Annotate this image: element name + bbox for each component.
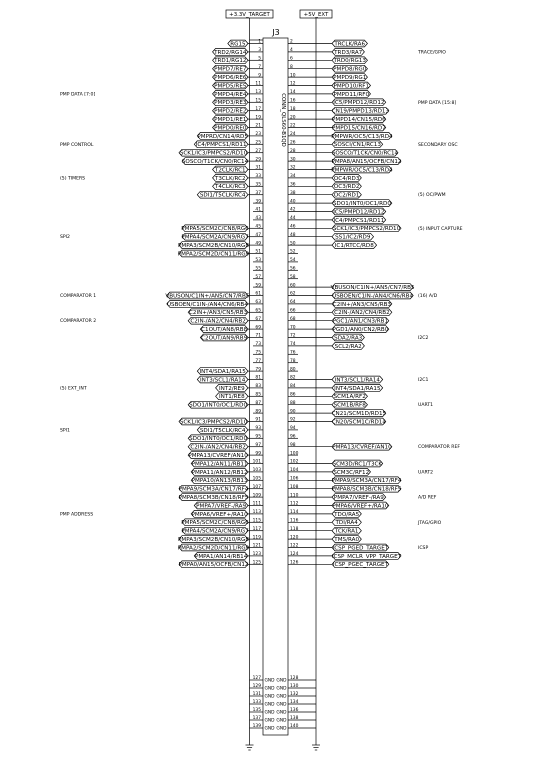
pin-73-number: 73 bbox=[255, 342, 261, 348]
pin-82-number: 82 bbox=[290, 375, 296, 381]
left-group-3: SPI2 bbox=[60, 235, 70, 241]
pin-27-label: SCK1/IC3/PMPCS2/RD10 bbox=[179, 150, 248, 157]
right-group-3: (5) OC/PWM bbox=[418, 193, 446, 199]
left-group-4: COMPARATOR 1 bbox=[60, 294, 97, 299]
pin-1-label: RG15 bbox=[230, 41, 246, 48]
pin-42-number: 42 bbox=[290, 207, 296, 213]
pin-28-number: 28 bbox=[290, 148, 296, 154]
pin-10-number: 10 bbox=[290, 73, 296, 79]
pin-9-label: PMPD6/RE6 bbox=[214, 75, 247, 81]
pin-95-label: SDO1/INT0/OC1/RD0 bbox=[189, 436, 248, 443]
pin-133-number: 133 bbox=[252, 700, 261, 706]
pin-60-number: 60 bbox=[290, 283, 296, 289]
pin-129-label: GND bbox=[264, 686, 275, 692]
pin-30-number: 30 bbox=[290, 157, 296, 163]
pin-34-number: 34 bbox=[290, 174, 296, 180]
right-group-13: ICSP bbox=[418, 546, 429, 551]
pin-64-number: 64 bbox=[290, 300, 296, 306]
pin-120-number: 120 bbox=[290, 535, 299, 541]
pin-8-number: 8 bbox=[290, 64, 293, 70]
pin-33-number: 33 bbox=[255, 174, 261, 180]
pin-109-number: 109 bbox=[252, 493, 261, 499]
pin-121-number: 121 bbox=[252, 543, 261, 549]
left-group-7: SPI1 bbox=[60, 428, 70, 434]
pin-102-label: SCM3D/RC1/T3CK bbox=[332, 461, 383, 468]
pin-81-label: INT3/SCL1/RA14 bbox=[199, 377, 246, 384]
pin-67-number: 67 bbox=[255, 316, 261, 322]
pin-14-number: 14 bbox=[290, 90, 296, 96]
pin-30-label: PMPA8/AN15/OCFB/CN12 bbox=[331, 159, 402, 165]
pin-75-number: 75 bbox=[255, 350, 261, 356]
pin-20-number: 20 bbox=[290, 115, 296, 121]
pin-120-label: TMS/RA0 bbox=[334, 537, 360, 543]
pin-40-label: SDO1/INT0/OC1/RD0 bbox=[332, 201, 391, 207]
pin-104-number: 104 bbox=[290, 468, 299, 474]
pin-68-number: 68 bbox=[290, 316, 296, 322]
pin-119-label: PMPA3/SCM2B/CN10/RG8 bbox=[178, 537, 249, 543]
pin-67-label: C2IN-/AN2/CN4/RB2 bbox=[190, 318, 246, 325]
pin-118-label: TCK/RA1 bbox=[334, 528, 359, 535]
pin-139-label: GND bbox=[264, 726, 275, 732]
pin-116-number: 116 bbox=[290, 518, 299, 524]
pin-12-number: 12 bbox=[290, 81, 296, 87]
pin-65-label: C2IN+/AN3/CN5/RB3 bbox=[188, 310, 248, 317]
pin-40-number: 40 bbox=[290, 199, 296, 205]
pin-140-number: 140 bbox=[290, 724, 299, 730]
pin-126-label: ICSP_PGEC_TARGET bbox=[332, 562, 389, 569]
pin-130-number: 130 bbox=[290, 684, 299, 690]
pin-93-number: 93 bbox=[255, 426, 261, 432]
pin-32-label: PMPWR/OC5/C13/RD4 bbox=[331, 167, 393, 174]
pin-24-label: PMPWR/OC5/C13/RD4 bbox=[331, 133, 393, 140]
pin-28-label: SOSCO/T1CK/CN0/RC14 bbox=[331, 150, 399, 157]
right-group-0: TRACE/GPIO bbox=[418, 50, 446, 56]
pin-37-label: SDI1/T5CLK/RC4 bbox=[199, 192, 246, 199]
pin-110-number: 110 bbox=[290, 493, 299, 499]
pin-111-number: 111 bbox=[252, 501, 261, 507]
pin-52-number: 52 bbox=[290, 249, 296, 255]
pin-88-number: 88 bbox=[290, 400, 296, 406]
left-group-1: PMP CONTROL bbox=[60, 142, 94, 148]
pin-56-number: 56 bbox=[290, 266, 296, 272]
pin-35-number: 35 bbox=[255, 182, 261, 188]
pin-98-number: 98 bbox=[290, 442, 296, 448]
pin-3-label: TRD2/RG14 bbox=[214, 49, 247, 56]
pin-102-number: 102 bbox=[290, 459, 299, 465]
pin-17-label: PMPD2/RE2 bbox=[214, 108, 247, 115]
pin-47-label: PMPA4/SCM2A/CN9/RG7 bbox=[181, 234, 249, 241]
power-text-3v3: +3.3V_TARGET bbox=[229, 12, 270, 18]
pin-115-number: 115 bbox=[252, 518, 261, 524]
pin-63-label: USBOEN/C1IN-/AN4/CN6/RB4 bbox=[166, 301, 248, 308]
pin-89-number: 89 bbox=[255, 409, 261, 415]
pin-10-label: PMPD9/RG1 bbox=[333, 75, 367, 81]
pin-96-number: 96 bbox=[290, 434, 296, 440]
pin-6-label: TRD0/RG13 bbox=[333, 58, 366, 65]
pin-66-number: 66 bbox=[290, 308, 296, 314]
pin-112-label: PMPA6/VREF+/RA10 bbox=[332, 503, 389, 510]
pin-126-number: 126 bbox=[290, 560, 299, 566]
right-group-10: UART2 bbox=[418, 470, 434, 476]
pin-106-number: 106 bbox=[290, 476, 299, 482]
pin-25-number: 25 bbox=[255, 140, 261, 146]
right-group-5: (16) A/D bbox=[418, 294, 438, 299]
pin-47-number: 47 bbox=[255, 232, 261, 238]
pin-108-number: 108 bbox=[290, 484, 299, 490]
pin-93-label: SDI1/T5CLK/RC4 bbox=[199, 427, 246, 434]
pin-132-number: 132 bbox=[290, 692, 299, 698]
pin-62-label: USBOEN/C1IN-/AN4/CN6/RB4 bbox=[332, 293, 414, 300]
pin-121-label: PMPA2/SCM2D/CN11/RG9 bbox=[177, 545, 250, 552]
left-group-2: (5) TIMERS bbox=[60, 176, 86, 182]
pin-94-number: 94 bbox=[290, 426, 296, 432]
pin-29-number: 29 bbox=[255, 157, 261, 163]
pin-92-number: 92 bbox=[290, 417, 296, 423]
pin-76-number: 76 bbox=[290, 350, 296, 356]
pin-32-number: 32 bbox=[290, 165, 296, 171]
pin-68-label: PGC1/AN1/CN3/RB1 bbox=[332, 318, 389, 325]
pin-7-number: 7 bbox=[258, 64, 261, 70]
pin-71-label: C2OUT/AN9/RB9 bbox=[201, 335, 248, 342]
pin-122-label: ICSP_PGED_TARGET bbox=[332, 545, 389, 552]
pin-91-number: 91 bbox=[255, 417, 261, 423]
pin-85-number: 85 bbox=[255, 392, 261, 398]
pin-88-label: SCM1B/RF8 bbox=[333, 402, 366, 409]
pin-29-label: SOSCO/T1CK/CN0/RC14 bbox=[181, 159, 249, 165]
pin-108-label: PMPA8/SCM3B/CN18/RF5 bbox=[331, 486, 402, 493]
pin-124-number: 124 bbox=[290, 552, 299, 558]
pin-2-number: 2 bbox=[290, 39, 293, 45]
pin-134-number: 134 bbox=[290, 700, 299, 706]
pin-100-number: 100 bbox=[290, 451, 299, 457]
pin-90-number: 90 bbox=[290, 409, 296, 415]
pin-101-label: PMPA12/AN11/RB11 bbox=[191, 461, 248, 468]
pin-44-number: 44 bbox=[290, 216, 296, 222]
pin-117-label: PMPA4/SCM2A/CN9/RG7 bbox=[181, 528, 249, 535]
pin-36-number: 36 bbox=[290, 182, 296, 188]
pin-18-label: CN19/PMPD13/RD13 bbox=[331, 108, 390, 115]
pin-95-number: 95 bbox=[255, 434, 261, 440]
pin-136-label: GND bbox=[276, 710, 287, 716]
pin-13-label: PMPD4/RE4 bbox=[214, 91, 247, 98]
pin-138-number: 138 bbox=[290, 716, 299, 722]
pin-36-label: OC3/RD2 bbox=[333, 184, 360, 191]
pin-42-label: IC5/PMPD12/RD12 bbox=[333, 209, 385, 216]
pin-51-number: 51 bbox=[255, 249, 261, 255]
pin-48-number: 48 bbox=[290, 232, 296, 238]
pin-59-number: 59 bbox=[255, 283, 261, 289]
pin-64-label: C2IN+/AN3/CN5/RB3 bbox=[332, 301, 392, 308]
pin-17-number: 17 bbox=[255, 106, 261, 112]
pin-5-label: TRD1/RG12 bbox=[214, 58, 247, 65]
pin-82-label: INT3/SCL1/RA14 bbox=[334, 377, 381, 384]
pin-46-label: SCK1/IC3/PMPCS2/RD10 bbox=[332, 226, 401, 233]
pin-132-label: GND bbox=[276, 694, 287, 700]
pin-8-label: PMPD8/RG0 bbox=[333, 66, 367, 73]
pin-26-number: 26 bbox=[290, 140, 296, 146]
pin-54-number: 54 bbox=[290, 258, 296, 264]
pin-84-number: 84 bbox=[290, 384, 296, 390]
pin-104-label: SCM3C/RF12 bbox=[333, 469, 370, 476]
pin-113-number: 113 bbox=[252, 510, 261, 516]
right-group-1: PMP DATA [15:8] bbox=[418, 100, 457, 106]
pin-2-label: TRCLK/RA6 bbox=[334, 41, 366, 48]
pin-134-label: GND bbox=[276, 702, 287, 708]
pin-130-label: GND bbox=[276, 686, 287, 692]
pin-123-label: PMPA1/AN14/RB14 bbox=[194, 553, 248, 560]
pin-45-label: PMPA5/SCM2C/CN8/RG6 bbox=[181, 226, 249, 233]
pin-70-label: PGD1/AN0/CN2/RB0 bbox=[332, 327, 389, 333]
pin-15-label: PMPD3/RE3 bbox=[214, 100, 247, 107]
pin-123-number: 123 bbox=[252, 552, 261, 558]
pin-84-label: INT4/SDA1/RA15 bbox=[334, 385, 381, 392]
pin-107-label: PMPA9/SCM3A/CN17/RF4 bbox=[178, 486, 249, 493]
pin-57-number: 57 bbox=[255, 274, 261, 280]
pin-51-label: PMPA2/SCM2D/CN11/RG9 bbox=[177, 251, 250, 258]
pin-103-label: PMPA11/AN12/RB12 bbox=[191, 469, 248, 476]
pin-34-label: OC4/RD3 bbox=[333, 175, 360, 182]
pin-105-number: 105 bbox=[252, 476, 261, 482]
pin-128-number: 128 bbox=[290, 676, 299, 682]
pin-87-label: SDO1/INT0/OC1/RD0 bbox=[189, 402, 248, 409]
pin-46-number: 46 bbox=[290, 224, 296, 230]
pin-80-number: 80 bbox=[290, 367, 296, 373]
pin-90-label: CN21/SCM1D/RD15 bbox=[331, 411, 387, 417]
pin-110-label: PMPA7/VREF-/RA9 bbox=[333, 495, 384, 501]
pin-115-label: PMPA5/SCM2C/CN8/RG6 bbox=[181, 520, 249, 527]
pin-5-number: 5 bbox=[258, 56, 261, 62]
pin-135-label: GND bbox=[264, 710, 275, 716]
pin-60-label: VBUSON/C1IN+/AN5/CN7/RB5 bbox=[330, 285, 415, 291]
right-group-6: I2C2 bbox=[418, 336, 429, 341]
pin-99-label: PMPA13/CVREF/AN10 bbox=[188, 453, 248, 459]
pin-136-number: 136 bbox=[290, 708, 299, 714]
connector-ref: J3 bbox=[272, 28, 280, 37]
pin-63-number: 63 bbox=[255, 300, 261, 306]
pin-127-number: 127 bbox=[252, 676, 261, 682]
pin-86-label: SCM1A/RF2 bbox=[333, 394, 366, 401]
pin-116-label: TDI/RA4 bbox=[335, 520, 358, 527]
pin-135-number: 135 bbox=[252, 708, 261, 714]
right-group-4: (5) INPUT CAPTURE bbox=[418, 226, 463, 232]
pin-118-number: 118 bbox=[290, 526, 299, 532]
pin-49-label: PMPA3/SCM2B/CN10/RG8 bbox=[178, 243, 249, 249]
pin-119-number: 119 bbox=[252, 535, 261, 541]
pin-19-number: 19 bbox=[255, 115, 261, 121]
pin-81-number: 81 bbox=[255, 375, 261, 381]
pin-9-number: 9 bbox=[258, 73, 261, 79]
pin-140-label: GND bbox=[276, 726, 287, 732]
pin-112-number: 112 bbox=[290, 501, 299, 507]
pin-106-label: PMPA9/SCM3A/CN17/RF4 bbox=[331, 478, 402, 485]
pin-139-number: 139 bbox=[252, 724, 261, 730]
pin-4-label: TRD3/RA7 bbox=[334, 49, 363, 56]
pin-1-number: 1 bbox=[258, 39, 261, 45]
pin-114-number: 114 bbox=[290, 510, 299, 516]
pin-58-number: 58 bbox=[290, 274, 296, 280]
pin-125-label: PMPA0/AN15/OCFB/CN12 bbox=[178, 562, 249, 569]
pin-98-label: PMPA13/CVREF/AN10 bbox=[332, 444, 392, 451]
right-group-12: JTAG/GPIO bbox=[418, 520, 442, 526]
pin-117-number: 117 bbox=[252, 526, 261, 532]
pin-45-number: 45 bbox=[255, 224, 261, 230]
pin-6-number: 6 bbox=[290, 56, 293, 62]
pin-16-number: 16 bbox=[290, 98, 296, 104]
pin-133-label: GND bbox=[264, 702, 275, 708]
right-group-2: SECONDARY OSC bbox=[418, 142, 458, 148]
left-group-0: PMP DATA [7:0] bbox=[60, 92, 96, 98]
pin-107-number: 107 bbox=[252, 484, 261, 490]
pin-55-number: 55 bbox=[255, 266, 261, 272]
connector-part: CONN_QLS60-B1QD bbox=[280, 93, 286, 147]
pin-124-label: ICSP_MCLR_VPP_TARGET bbox=[331, 553, 402, 560]
pin-97-label: C2IN-/AN2/CN4/RB2 bbox=[190, 444, 246, 451]
pin-16-label: IC5/PMPD12/RD12 bbox=[333, 100, 385, 107]
pin-128-label: GND bbox=[276, 678, 287, 684]
left-group-8: PMP ADDRESS bbox=[60, 512, 94, 518]
pin-103-number: 103 bbox=[252, 468, 261, 474]
pin-72-number: 72 bbox=[290, 333, 296, 339]
pin-74-number: 74 bbox=[290, 342, 296, 348]
pin-15-number: 15 bbox=[255, 98, 261, 104]
pin-85-label: INT1/RE8 bbox=[218, 394, 245, 401]
pin-24-number: 24 bbox=[290, 132, 296, 138]
pin-3-number: 3 bbox=[258, 48, 261, 54]
pin-69-label: C1OUT/AN8/RB8 bbox=[201, 327, 248, 333]
right-group-11: A/D REF bbox=[418, 495, 437, 501]
pin-31-label: T2CLK/RC1 bbox=[214, 167, 246, 174]
pin-44-label: IC4/PMPCS1/RD11 bbox=[333, 217, 385, 224]
pin-72-label: SDA2/RA3 bbox=[334, 335, 363, 342]
pin-62-number: 62 bbox=[290, 291, 296, 297]
pin-99-number: 99 bbox=[255, 451, 261, 457]
pin-7-label: PMPD7/RE7 bbox=[214, 66, 247, 73]
pin-86-number: 86 bbox=[290, 392, 296, 398]
pin-137-label: GND bbox=[264, 718, 275, 724]
pin-41-number: 41 bbox=[255, 207, 261, 213]
pin-23-number: 23 bbox=[255, 132, 261, 138]
pin-92-label: CN20/SCM1C/RD14 bbox=[331, 419, 386, 426]
pin-38-number: 38 bbox=[290, 190, 296, 196]
right-group-7: I2C1 bbox=[418, 378, 429, 383]
pin-125-number: 125 bbox=[252, 560, 261, 566]
pin-39-number: 39 bbox=[255, 199, 261, 205]
pin-43-number: 43 bbox=[255, 216, 261, 222]
pin-129-number: 129 bbox=[252, 684, 261, 690]
pin-61-label: VBUSON/C1IN+/AN5/CN7/RB5 bbox=[165, 293, 250, 300]
pin-38-label: OC2/RD1 bbox=[333, 192, 360, 199]
pin-71-number: 71 bbox=[255, 333, 261, 339]
pin-105-label: PMPA10/AN13/RB13 bbox=[191, 478, 248, 485]
pin-77-number: 77 bbox=[255, 358, 261, 364]
pin-101-number: 101 bbox=[252, 459, 261, 465]
pin-19-label: PMPD1/RE1 bbox=[214, 117, 247, 123]
pin-53-number: 53 bbox=[255, 258, 261, 264]
pin-79-label: INT4/SDA1/RA15 bbox=[199, 369, 246, 375]
pin-74-label: SCL2/RA2 bbox=[334, 343, 362, 350]
pin-21-number: 21 bbox=[255, 123, 261, 129]
pin-22-number: 22 bbox=[290, 123, 296, 129]
pin-131-number: 131 bbox=[252, 692, 261, 698]
pin-27-number: 27 bbox=[255, 148, 261, 154]
pin-137-number: 137 bbox=[252, 716, 261, 722]
right-group-8: UART1 bbox=[418, 403, 434, 409]
pin-138-label: GND bbox=[276, 718, 287, 724]
pin-26-label: SOSCI/CN1/RC13 bbox=[333, 142, 381, 149]
pin-35-label: T4CLK/RC3 bbox=[214, 184, 246, 191]
pin-83-label: INT2/RE9 bbox=[218, 385, 245, 392]
pin-31-number: 31 bbox=[255, 165, 261, 171]
pin-65-number: 65 bbox=[255, 308, 261, 314]
pin-70-number: 70 bbox=[290, 325, 296, 331]
pin-20-label: PMPD14/CN15/RD6 bbox=[332, 117, 386, 123]
pin-21-label: PMPD0/RE0 bbox=[214, 125, 247, 132]
pin-78-number: 78 bbox=[290, 358, 296, 364]
pin-25-label: IC4/PMPCS1/RD11 bbox=[195, 142, 247, 149]
pin-18-number: 18 bbox=[290, 106, 296, 112]
pin-49-number: 49 bbox=[255, 241, 261, 247]
pin-33-label: T3CLK/RC2 bbox=[214, 175, 246, 182]
pin-61-number: 61 bbox=[255, 291, 261, 297]
pin-131-label: GND bbox=[264, 694, 275, 700]
pin-14-label: PMPD11/RF0 bbox=[333, 91, 370, 98]
pin-127-label: GND bbox=[264, 678, 275, 684]
left-group-6: (5) EXT_INT bbox=[60, 386, 87, 392]
pin-48-label: SS1/IC2/RD9 bbox=[335, 234, 371, 241]
pin-109-label: PMPA8/SCM3B/CN18/RF5 bbox=[178, 495, 249, 501]
pin-97-number: 97 bbox=[255, 442, 261, 448]
pin-66-label: C2IN-/AN2/CN4/RB2 bbox=[334, 310, 390, 317]
pin-113-label: PMPA6/VREF+/RA10 bbox=[191, 511, 248, 518]
left-group-5: COMPARATOR 2 bbox=[60, 319, 97, 325]
pin-37-number: 37 bbox=[255, 190, 261, 196]
pin-91-label: SCK1/IC3/PMPCS2/RD10 bbox=[179, 419, 248, 426]
pin-11-label: PMPD5/RE5 bbox=[214, 83, 247, 90]
pin-111-label: PMPA7/VREF-/RA9 bbox=[196, 503, 247, 510]
pin-11-number: 11 bbox=[255, 81, 261, 87]
pin-122-number: 122 bbox=[290, 543, 299, 549]
pin-79-number: 79 bbox=[255, 367, 261, 373]
pin-12-label: PMPD10/RF1 bbox=[333, 83, 370, 90]
power-text-5v: +5V_EXT bbox=[303, 12, 329, 18]
pin-87-number: 87 bbox=[255, 400, 261, 406]
pin-50-number: 50 bbox=[290, 241, 296, 247]
pin-13-number: 13 bbox=[255, 90, 261, 96]
pin-4-number: 4 bbox=[290, 48, 293, 54]
pin-23-label: PMPRD/CN14/RD5 bbox=[197, 133, 248, 140]
pin-114-label: TDO/RA5 bbox=[334, 511, 360, 518]
pin-22-label: PMPD15/CN16/RD7 bbox=[332, 125, 386, 132]
pin-83-number: 83 bbox=[255, 384, 261, 390]
pin-50-label: IC1/RTCC/RD8 bbox=[334, 243, 374, 249]
pin-69-number: 69 bbox=[255, 325, 261, 331]
right-group-9: COMPARATOR REF bbox=[418, 445, 461, 451]
